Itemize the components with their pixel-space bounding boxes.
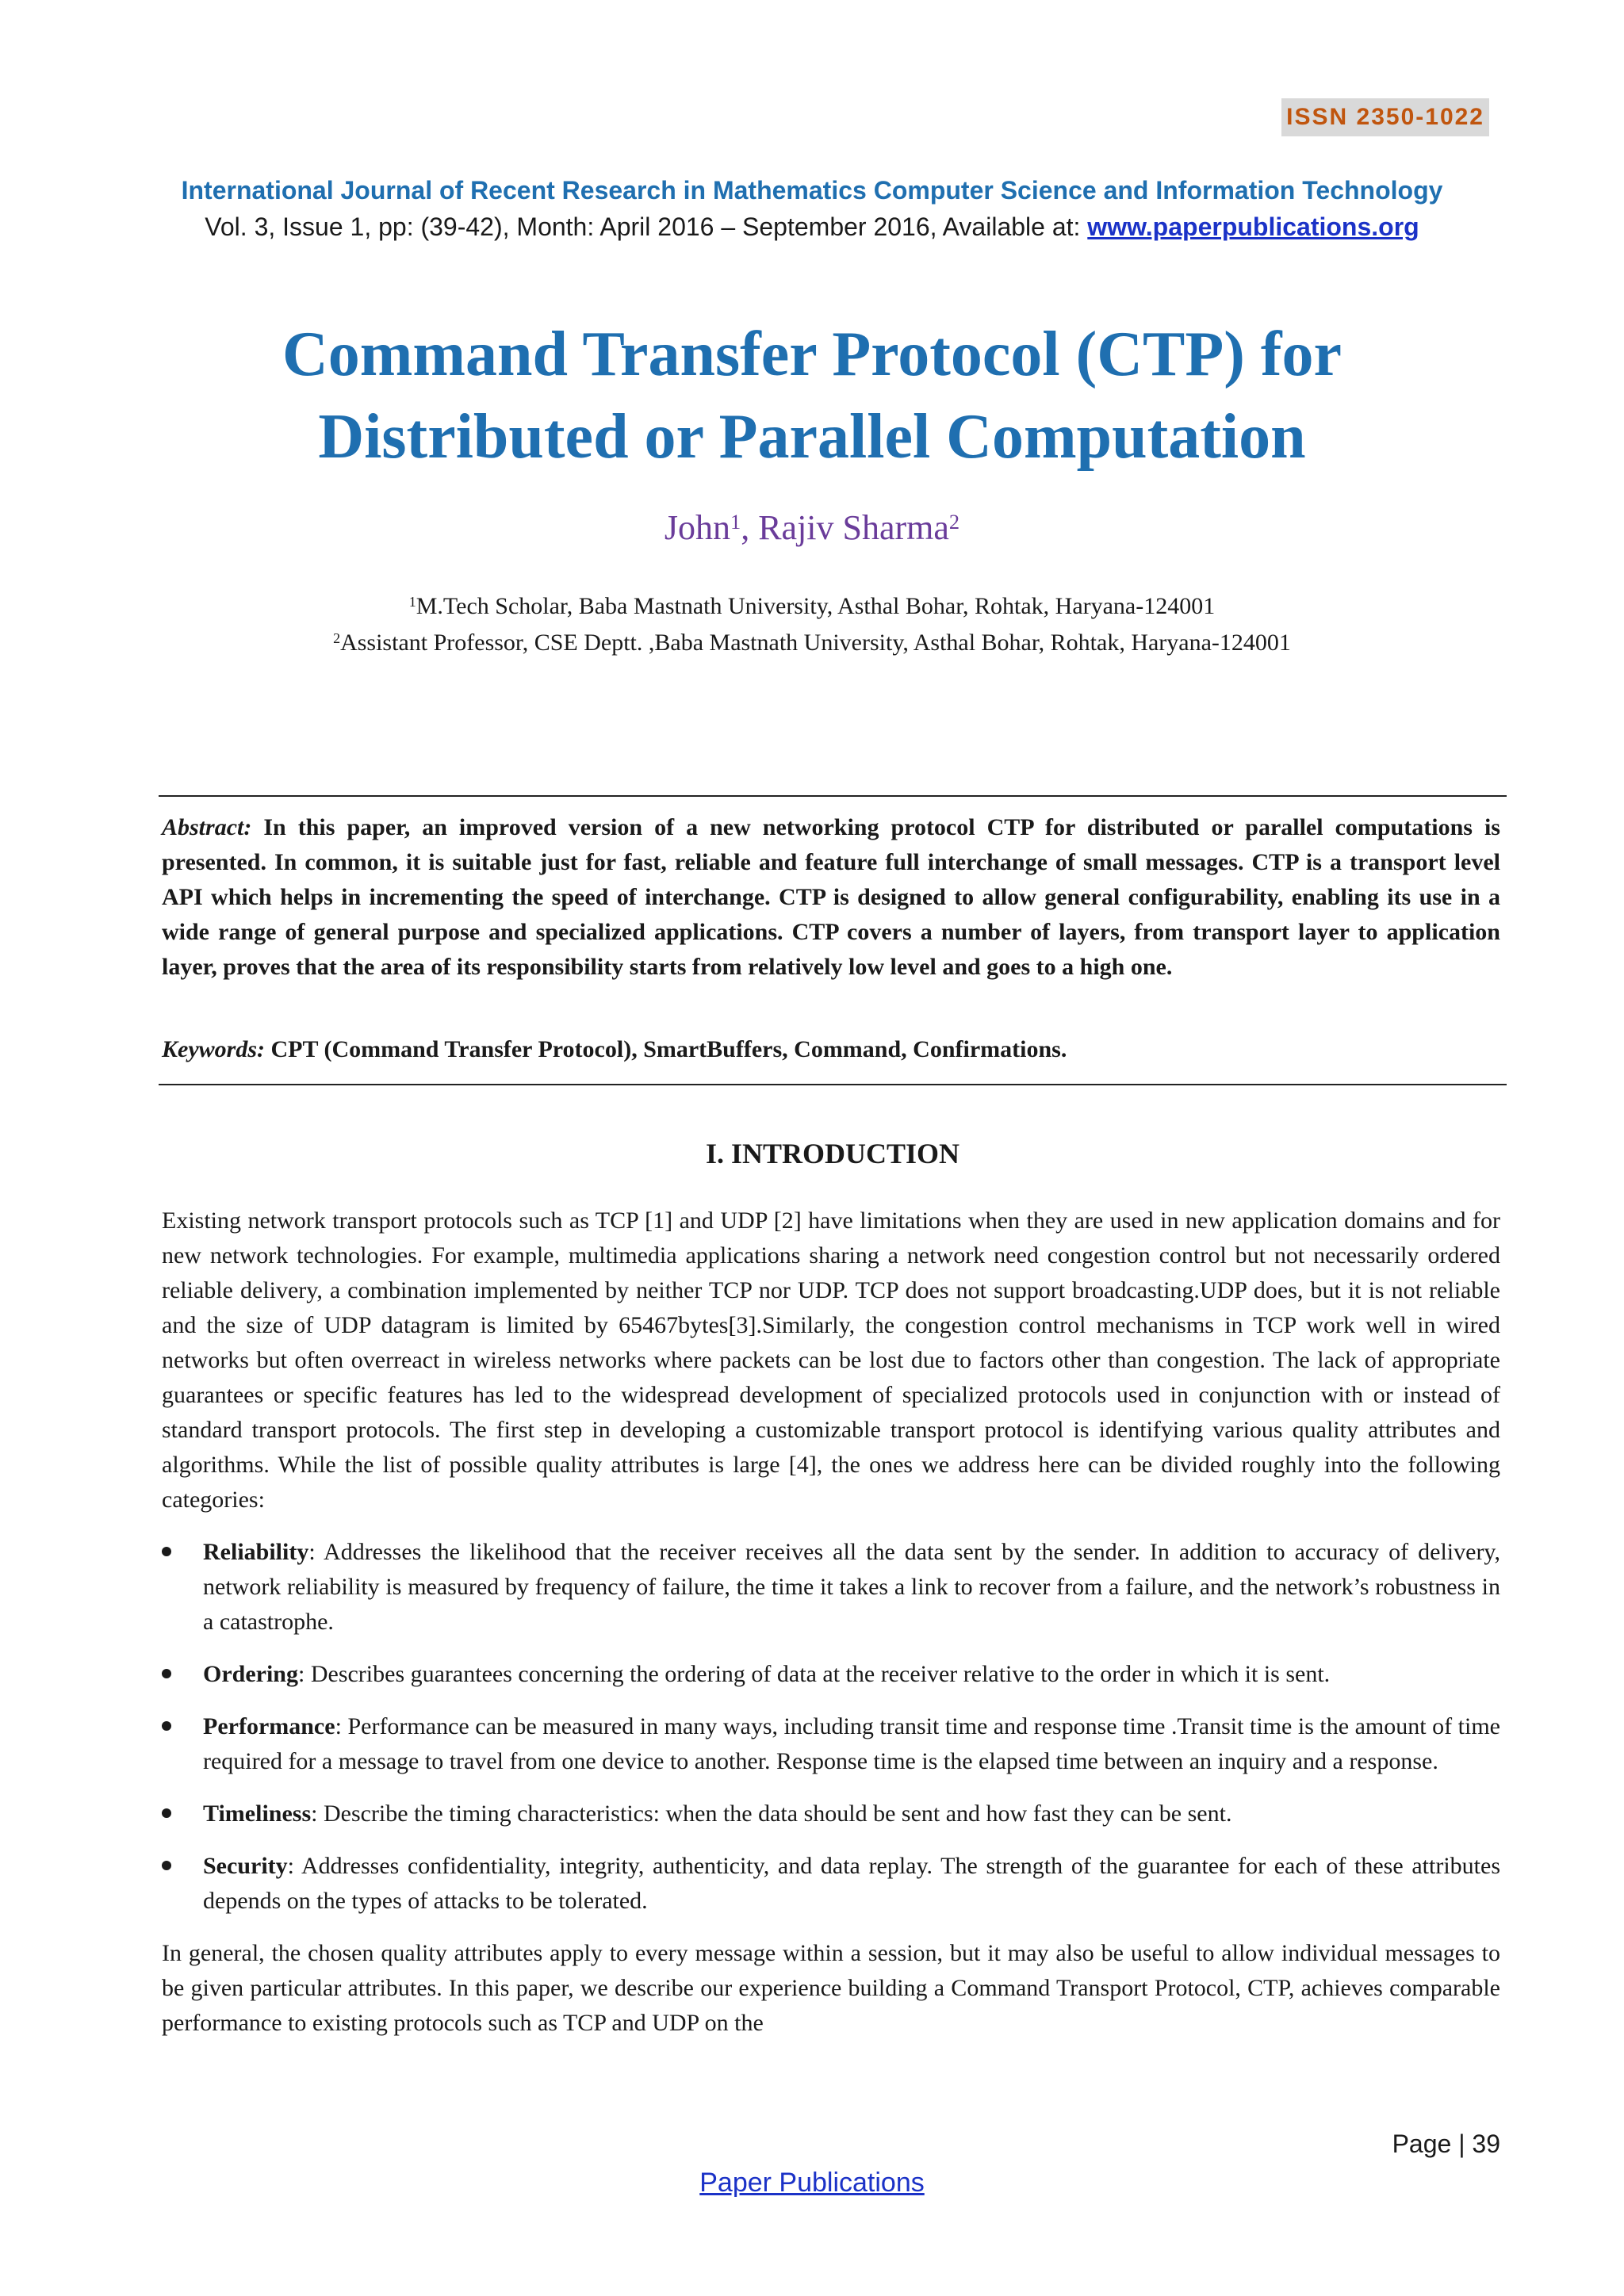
- list-item-text: : Describe the timing characteristics: when the data should be sent and how fast they can be sent.: [311, 1800, 1232, 1827]
- section-heading-introduction: I. INTRODUCTION: [705, 1138, 960, 1169]
- affiliation-2-sup: 2: [333, 630, 341, 646]
- website-link[interactable]: www.paperpublications.org: [1087, 212, 1419, 241]
- list-item-text: : Performance can be measured in many ways, including transit time and response time .Transit time is the amount of time required for a message to travel from one device to another. Response time is the elapsed time between an inquiry and a response.: [203, 1713, 1500, 1774]
- introduction-body: [162, 1203, 1500, 2058]
- issn-badge: ISSN 2350-1022: [1281, 98, 1489, 136]
- page-number: Page | 39: [1392, 2130, 1500, 2158]
- list-item: [162, 1657, 1500, 1692]
- list-item-text: : Addresses the likelihood that the receiver receives all the data sent by the sender. In addition to accuracy of delivery, network reliability is measured by frequency of failure, the time it takes a link to recover from a failure, and the network’s robustness in a catastrophe.: [203, 1539, 1500, 1635]
- intro-paragraph-2: In general, the chosen quality attributes apply to every message within a session, but it may also be useful to allow individual messages to be given particular attributes. In this paper, we describe our experience building a Command Transport Protocol, CTP, achieves comparable performance to existing protocols such as TCP and UDP on the: [162, 1940, 1500, 2036]
- list-item: [162, 1797, 1500, 1831]
- bullet-icon: [162, 1721, 171, 1731]
- abstract-label: Abstract:: [162, 814, 252, 840]
- list-item-term: Timeliness: [203, 1800, 312, 1827]
- bullet-icon: [162, 1808, 171, 1818]
- affiliation-1-sup: 1: [408, 594, 416, 610]
- list-item: [162, 1709, 1500, 1779]
- title-line-1: Command Transfer Protocol (CTP) for: [282, 320, 1342, 389]
- list-item-text: : Addresses confidentiality, integrity, authenticity, and data replay. The strength of the guarantee for each of these attributes depends on the types of attacks to be tolerated.: [203, 1853, 1500, 1914]
- author-2-sup: 2: [948, 509, 960, 534]
- list-item: [162, 1535, 1500, 1640]
- list-item-term: Performance: [203, 1713, 335, 1739]
- list-item-term: Ordering: [203, 1661, 298, 1687]
- abstract: [162, 810, 1500, 985]
- paper-title: [159, 313, 1465, 478]
- bullet-icon: [162, 1547, 171, 1556]
- author-1-sup: 1: [730, 509, 741, 534]
- bullet-icon: [162, 1861, 171, 1870]
- journal-name: International Journal of Recent Research in Mathematics Computer Science and Information Technology: [181, 176, 1443, 205]
- title-line-2: Distributed or Parallel Computation: [318, 402, 1306, 472]
- abstract-top-rule: [159, 795, 1507, 797]
- list-item: [162, 1849, 1500, 1919]
- quality-attributes-list: [162, 1535, 1500, 1919]
- intro-paragraph-1: Existing network transport protocols such as TCP [1] and UDP [2] have limitations when they are used in new application domains and for new network technologies. For example, multimedia applications sharing a network need congestion control but not necessarily ordered reliable delivery, a combination implemented by neither TCP nor UDP. TCP does not support broadcasting.UDP does, but it is not reliable and the size of UDP datagram is limited by 65467bytes[3].Similarly, the congestion control mechanisms in TCP work well in wired networks but often overreact in wireless networks where packets can be lost due to factors other than congestion. The lack of appropriate guarantees or specific features has led to the widespread development of specialized protocols used in conjunction with or instead of standard transport protocols. The first step in developing a customizable transport protocol is identifying various quality attributes and algorithms. While the list of possible quality attributes is large [4], the ones we address here can be divided roughly into the following categories:: [162, 1207, 1500, 1513]
- affiliation-2: [159, 625, 1465, 661]
- affiliation-2-text: Assistant Professor, CSE Deptt. ,Baba Mastnath University, Asthal Bohar, Rohtak, Haryana-124001: [340, 629, 1291, 656]
- bullet-icon: [162, 1669, 171, 1678]
- publisher-footer: [0, 2163, 1624, 2202]
- volume-line: [159, 209, 1465, 244]
- affiliations: [159, 588, 1465, 661]
- author-2-name: Rajiv Sharma: [758, 508, 949, 547]
- list-item-term: Reliability: [203, 1539, 309, 1565]
- volume-text: Vol. 3, Issue 1, pp: (39-42), Month: April 2016 – September 2016, Available at:: [205, 212, 1088, 241]
- author-list: [159, 504, 1465, 552]
- author-1-name: John: [664, 508, 730, 547]
- author-separator: ,: [741, 508, 759, 547]
- list-item-text: : Describes guarantees concerning the ordering of data at the receiver relative to the order in which it is sent.: [298, 1661, 1331, 1687]
- keywords: [162, 1032, 1500, 1067]
- affiliation-1-text: M.Tech Scholar, Baba Mastnath University, Asthal Bohar, Rohtak, Haryana-124001: [416, 593, 1216, 619]
- abstract-bottom-rule: [159, 1084, 1507, 1085]
- list-item-term: Security: [203, 1853, 288, 1879]
- keywords-label: Keywords:: [162, 1036, 265, 1062]
- publisher-link[interactable]: Paper Publications: [699, 2168, 925, 2198]
- keywords-text: CPT (Command Transfer Protocol), SmartBuffers, Command, Confirmations.: [265, 1036, 1067, 1062]
- abstract-text: In this paper, an improved version of a new networking protocol CTP for distributed or parallel computations is presented. In common, it is suitable just for fast, reliable and feature full interchange of small messages. CTP is a transport level API which helps in incrementing the speed of interchange. CTP is designed to allow general configurability, enabling its use in a wide range of general purpose and specialized applications. CTP covers a number of layers, from transport layer to application layer, proves that the area of its responsibility starts from relatively low level and goes to a high one.: [162, 814, 1500, 980]
- affiliation-1: [159, 588, 1465, 625]
